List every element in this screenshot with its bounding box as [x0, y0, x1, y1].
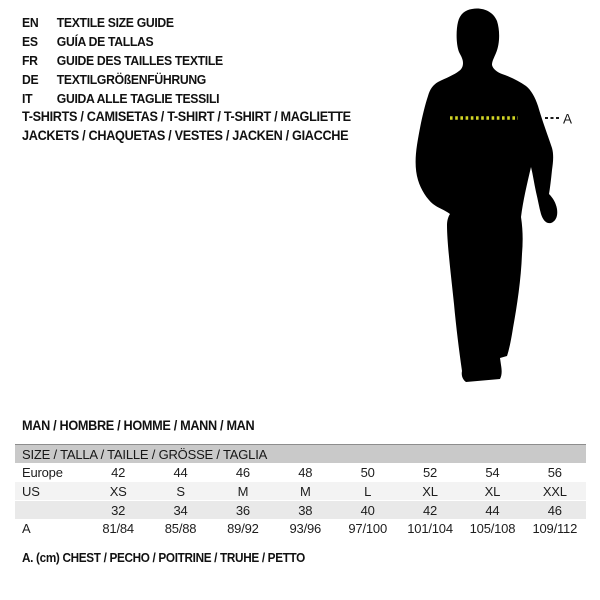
table-cell: 32 — [87, 501, 149, 520]
size-row-us-numeric — [15, 501, 586, 520]
size-row-us — [15, 482, 586, 501]
row-label: US — [15, 482, 87, 501]
table-cell: 42 — [111, 464, 126, 480]
language-code: IT — [22, 91, 33, 106]
table-cell: M — [212, 482, 274, 501]
measure-point-label: A — [563, 111, 573, 127]
table-cell: 56 — [547, 464, 562, 480]
language-row-it — [22, 89, 223, 108]
language-row-en — [22, 13, 223, 32]
language-code: EN — [22, 15, 39, 30]
language-row-es — [22, 32, 223, 51]
table-cell: XS — [87, 482, 149, 501]
language-label: GUIDE DES TAILLES TEXTILE — [56, 53, 223, 68]
language-code: FR — [22, 53, 38, 68]
table-cell: 40 — [337, 501, 399, 520]
table-cell: 105/108 — [469, 520, 516, 536]
table-cell: 97/100 — [348, 520, 387, 536]
table-cell: L — [337, 482, 399, 501]
size-table — [15, 444, 586, 537]
table-cell: 44 — [461, 501, 523, 520]
language-row-fr — [22, 51, 223, 70]
table-cell: 54 — [485, 464, 500, 480]
row-label: Europe — [22, 464, 63, 480]
size-table-header-row — [15, 445, 586, 464]
garment-categories — [22, 107, 351, 145]
man-silhouette-figure — [400, 8, 575, 393]
size-row-chest-cm — [15, 519, 586, 537]
language-label: GUÍA DE TALLAS — [56, 34, 154, 49]
size-table-header-cell: SIZE / TALLA / TAILLE / GRÖSSE / TAGLIA — [15, 445, 586, 464]
row-label: A — [22, 520, 31, 536]
man-silhouette-shape — [416, 9, 558, 383]
table-cell: 46 — [524, 501, 586, 520]
table-cell: S — [149, 482, 211, 501]
section-title-man: MAN / HOMBRE / HOMME / MANN / MAN — [22, 418, 255, 433]
language-code: ES — [22, 34, 38, 49]
table-cell: 93/96 — [289, 520, 322, 536]
table-cell: M — [274, 482, 336, 501]
category-line-jackets: JACKETS / CHAQUETAS / VESTES / JACKEN / GIACCHE — [22, 128, 349, 143]
table-cell: 44 — [173, 464, 188, 480]
table-cell: 46 — [235, 464, 250, 480]
table-cell: 42 — [399, 501, 461, 520]
language-label: GUIDA ALLE TAGLIE TESSILI — [56, 91, 220, 106]
table-cell: 50 — [360, 464, 375, 480]
table-cell: 85/88 — [164, 520, 197, 536]
language-code: DE — [22, 72, 39, 87]
table-cell: 36 — [212, 501, 274, 520]
table-cell: 48 — [298, 464, 313, 480]
language-guide-list — [22, 13, 223, 108]
table-cell: 34 — [149, 501, 211, 520]
table-cell: 52 — [423, 464, 438, 480]
table-cell: 109/112 — [532, 520, 578, 536]
table-cell: XL — [461, 482, 523, 501]
category-line-tshirts: T-SHIRTS / CAMISETAS / T-SHIRT / T-SHIRT / MAGLIETTE — [22, 109, 351, 124]
table-cell: XXL — [524, 482, 586, 501]
language-label: TEXTILGRÖßENFÜHRUNG — [56, 72, 206, 87]
table-cell: 89/92 — [227, 520, 259, 536]
language-label: TEXTILE SIZE GUIDE — [56, 15, 174, 30]
table-cell: XL — [399, 482, 461, 501]
table-cell: 81/84 — [102, 520, 134, 536]
row-label — [15, 501, 87, 520]
table-cell: 38 — [274, 501, 336, 520]
size-row-europe — [15, 463, 586, 482]
measurement-footnote: A. (cm) CHEST / PECHO / POITRINE / TRUHE / PETTO — [22, 551, 305, 565]
table-cell: 101/104 — [407, 520, 453, 536]
language-row-de — [22, 70, 223, 89]
